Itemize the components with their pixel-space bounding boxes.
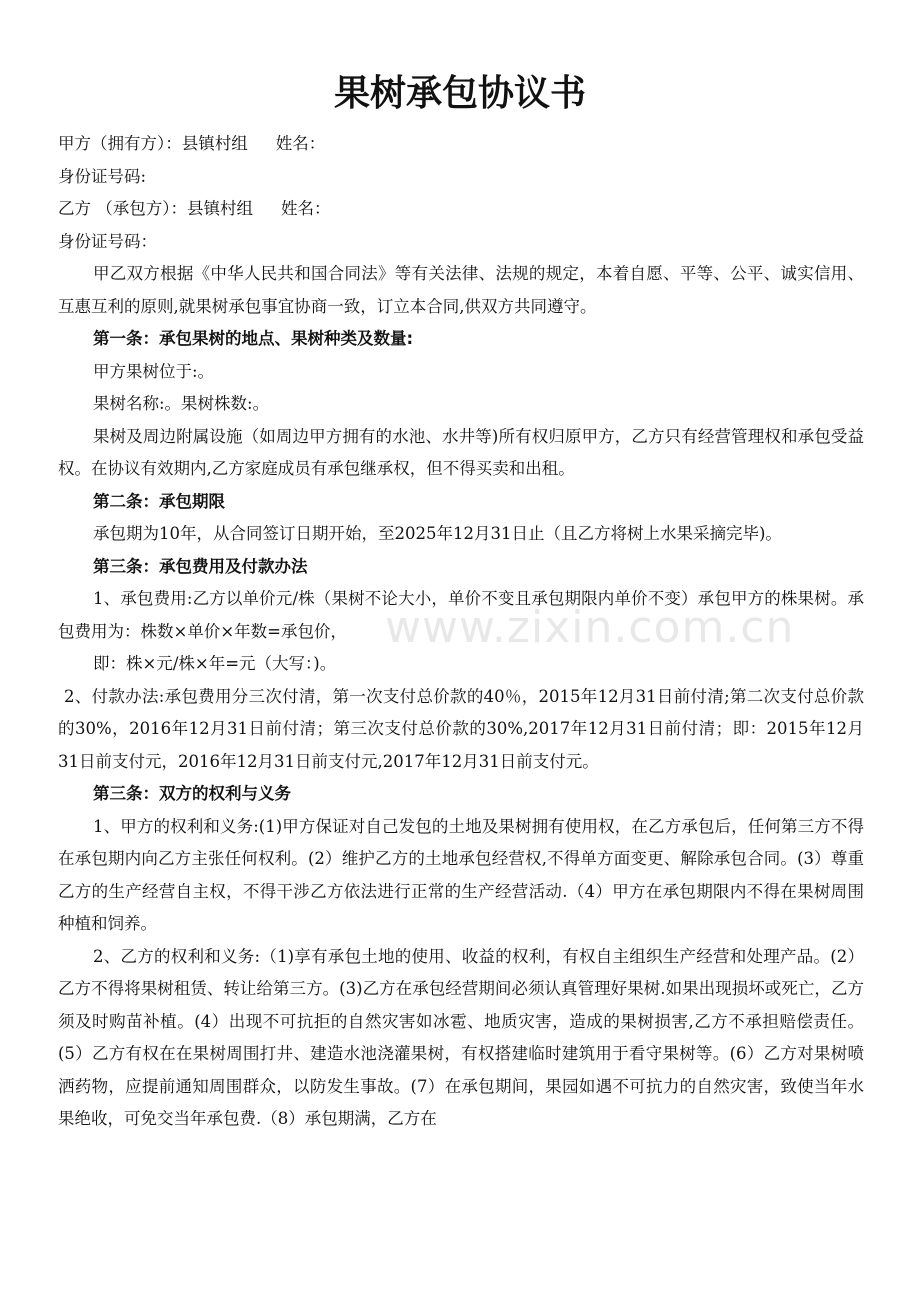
article3-fee: 1、承包费用:乙方以单价元/株（果树不论大小，单价不变且承包期限内单价不变）承包甲方的株果树。承包费用为：株数×单价×年数=承包价， [58,589,864,641]
article1-location: 甲方果树位于:。 [93,361,215,381]
article3-heading: 第三条：承包费用及付款办法 [93,556,308,576]
party-b-label: 乙方 （承包方）：县镇村组 [58,199,253,218]
party-a-line [58,128,864,161]
party-a-id-label: 身份证号码: [58,166,147,186]
document-title: 果树承包协议书 [333,73,586,114]
article3-payment: 2、付款办法:承包费用分三次付清，第一次支付总价款的40％，2015年12月31日前付清;第二次支付总价款的30%，2016年12月31日前付清；第三次支付总价款的30%,2017年12月31日前付清；即：2015年12月31日前支付元，2016年12月31日前支付元,2017年12月31日前支付元。 [58,686,864,771]
article4-party-b-rights: 2、乙方的权利和义务:（1)享有承包土地的使用、收益的权利，有权自主组织生产经营和处理产品。(2）乙方不得将果树租赁、转让给第三方。(3)乙方在承包经营期间必须认真管理好果树.如果出现损坏或死亡，乙方须及时购苗补植。(4）出现不可抗拒的自然灾害如冰雹、地质灾害，造成的果树损害,乙方不承担赔偿责任。(5）乙方有权在在果树周围打井、建造水池浇灌果树，有权搭建临时建筑用于看守果树等。(6）乙方对果树喷洒药物，应提前通知周围群众，以防发生事故。(7）在承包期间，果园如遇不可抗力的自然灾害，致使当年水果绝收，可免交当年承包费.（8）承包期满，乙方在 [58,946,864,1128]
watermark: www.zixin.com.cn [385,602,795,653]
party-a-label: 甲方（拥有方）：县镇村组 [58,134,248,153]
article1-species: 果树名称:。果树株数:。 [93,394,270,413]
article1-facilities: 果树及周边附属设施（如周边甲方拥有的水池、水井等)所有权归原甲方，乙方只有经营管理权和承包受益权。在协议有效期内,乙方家庭成员有承包继承权，但不得买卖和出租。 [58,426,864,478]
article3-formula: 即：株×元/株×年=元（大写：)。 [93,654,337,673]
document-body [58,128,864,1136]
intro-paragraph: 甲乙双方根据《中华人民共和国合同法》等有关法律、法规的规定，本着自愿、平等、公平、诚实信用、互惠互利的原则,就果树承包事宜协商一致，订立本合同,供双方共同遵守。 [58,264,864,316]
party-b-id-label: 身份证号码： [58,231,157,251]
article4-party-a-rights: 1、甲方的权利和义务:(1)甲方保证对自己发包的土地及果树拥有使用权，在乙方承包后，任何第三方不得在承包期内向乙方主张任何权利。(2）维护乙方的土地承包经营权,不得单方面变更、解除承包合同。(3）尊重乙方的生产经营自主权，不得干涉乙方依法进行正常的生产经营活动.（4）甲方在承包期限内不得在果树周围种植和饲养。 [58,816,864,933]
article2-text: 承包期为10年，从合同签订日期开始，至2025年12月31日止（且乙方将树上水果采摘完毕)。 [93,524,782,543]
party-b-name-label: 姓名： [281,199,331,218]
party-b-line [58,193,864,226]
article2-heading: 第二条：承包期限 [93,491,225,511]
article1-heading: 第一条：承包果树的地点、果树种类及数量: [93,329,414,348]
article4-heading: 第三条：双方的权利与义务 [93,784,291,803]
party-a-name-label: 姓名： [275,134,326,153]
